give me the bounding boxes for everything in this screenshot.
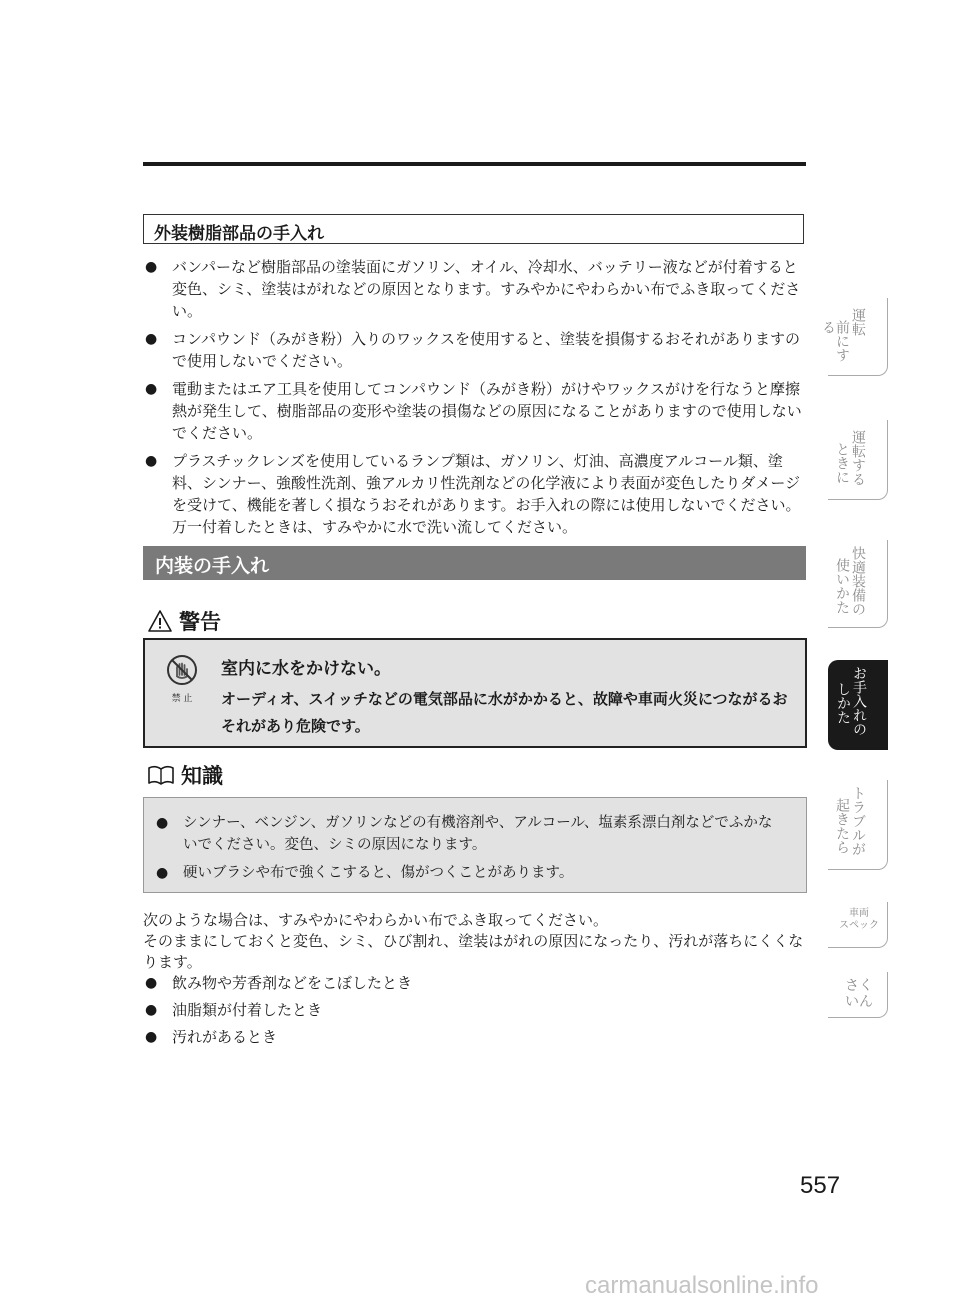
list-item: ● プラスチックレンズを使用しているランプ類は、ガソリン、灯油、高濃度アルコール類、塗料、シンナー、強酸性洗剤、強アルカリ性洗剤などの化学液により表面が変色したりダメージを受けて、機能を著しく損なうおそれがあります。お手入れの際には使用しないでください。万一付着したときは、すみやかに水で洗い流してください。 — [145, 452, 801, 536]
interior-paragraph — [143, 910, 807, 973]
prohibited-sign — [163, 654, 201, 704]
no-hand-icon — [166, 654, 198, 686]
bullet-icon: ● — [145, 1002, 158, 1018]
knowledge-box — [143, 797, 807, 893]
knowledge-bullet-list — [154, 812, 784, 890]
prohibited-caption: 禁 止 — [171, 694, 193, 704]
bullet-icon: ● — [145, 453, 158, 469]
warning-heading: 警告 — [147, 606, 221, 636]
bullet-icon: ● — [145, 975, 158, 991]
list-item: ● 飲み物や芳香剤などをこぼしたとき — [145, 974, 413, 992]
chapter-tab-specs[interactable]: 車両 スペック — [828, 902, 888, 948]
knowledge-heading: 知識 — [147, 760, 223, 790]
warning-body: オーディオ、スイッチなどの電気部品に水がかかると、故障や車両火災につながるおそれがあり危険です。 — [221, 690, 788, 735]
list-item: ● シンナー、ベンジン、ガソリンなどの有機溶剤や、アルコール、塩素系漂白剤などでふかないでください。変色、シミの原因になります。 — [154, 812, 784, 856]
paragraph-line: 次のような場合は、すみやかにやわらかい布でふき取ってください。 — [143, 911, 609, 929]
list-item: ● 硬いブラシや布で強くこすると、傷がつくことがあります。 — [154, 862, 784, 884]
bullet-icon: ● — [156, 815, 169, 831]
top-rule — [143, 162, 806, 166]
wipe-cases-list — [143, 972, 807, 1053]
list-item: ● 油脂類が付着したとき — [145, 1001, 323, 1019]
bullet-icon: ● — [145, 259, 158, 275]
chapter-tab-before-driving[interactable]: 運転 前にする — [828, 298, 888, 376]
list-item: ● バンパーなど樹脂部品の塗装面にガソリン、オイル、冷却水、バッテリー液などが付着すると変色、シミ、塗装はがれなどの原因となります。すみやかにやわらかい布でふき取ってください。 — [145, 258, 801, 320]
list-item: ● 汚れがあるとき — [145, 1028, 278, 1046]
warning-title: 室内に水をかけない。 — [221, 659, 391, 679]
section-title: 内装の手入れ — [155, 555, 270, 577]
chapter-tab-troubleshooting[interactable]: トラブルが 起きたら — [828, 780, 888, 870]
bullet-icon: ● — [145, 1029, 158, 1045]
section-heading-exterior-resin — [143, 214, 804, 244]
bullet-icon: ● — [145, 331, 158, 347]
section-heading-interior — [143, 546, 806, 580]
chapter-tab-comfort-features[interactable]: 快適装備の 使いかた — [828, 540, 888, 628]
warning-box — [143, 638, 807, 748]
list-item: ● コンパウンド（みがき粉）入りのワックスを使用すると、塗装を損傷するおそれがありますので使用しないでください。 — [145, 330, 801, 370]
watermark: carmanualsonline.info — [585, 1272, 819, 1299]
bullet-icon: ● — [156, 865, 169, 881]
bullet-icon: ● — [145, 381, 158, 397]
chapter-tab-index[interactable]: さく いん — [828, 972, 888, 1018]
paragraph-line: そのままにしておくと変色、シミ、ひび割れ、塗装はがれの原因になったり、汚れが落ちにくくなります。 — [143, 932, 804, 971]
chapter-tab-while-driving[interactable]: 運転する ときに — [828, 420, 888, 500]
chapter-tab-maintenance[interactable]: お手入れの しかた — [828, 660, 888, 750]
warning-triangle-icon — [147, 609, 173, 633]
exterior-bullet-list — [143, 256, 807, 544]
page-number: 557 — [800, 1172, 841, 1199]
section-title: 外装樹脂部品の手入れ — [154, 224, 324, 244]
list-item: ● 電動またはエア工具を使用してコンパウンド（みがき粉）がけやワックスがけを行なうと摩擦熱が発生して、樹脂部品の変形や塗装の損傷などの原因になることがありますので使用しないでください。 — [145, 380, 802, 442]
open-book-icon — [147, 764, 175, 786]
